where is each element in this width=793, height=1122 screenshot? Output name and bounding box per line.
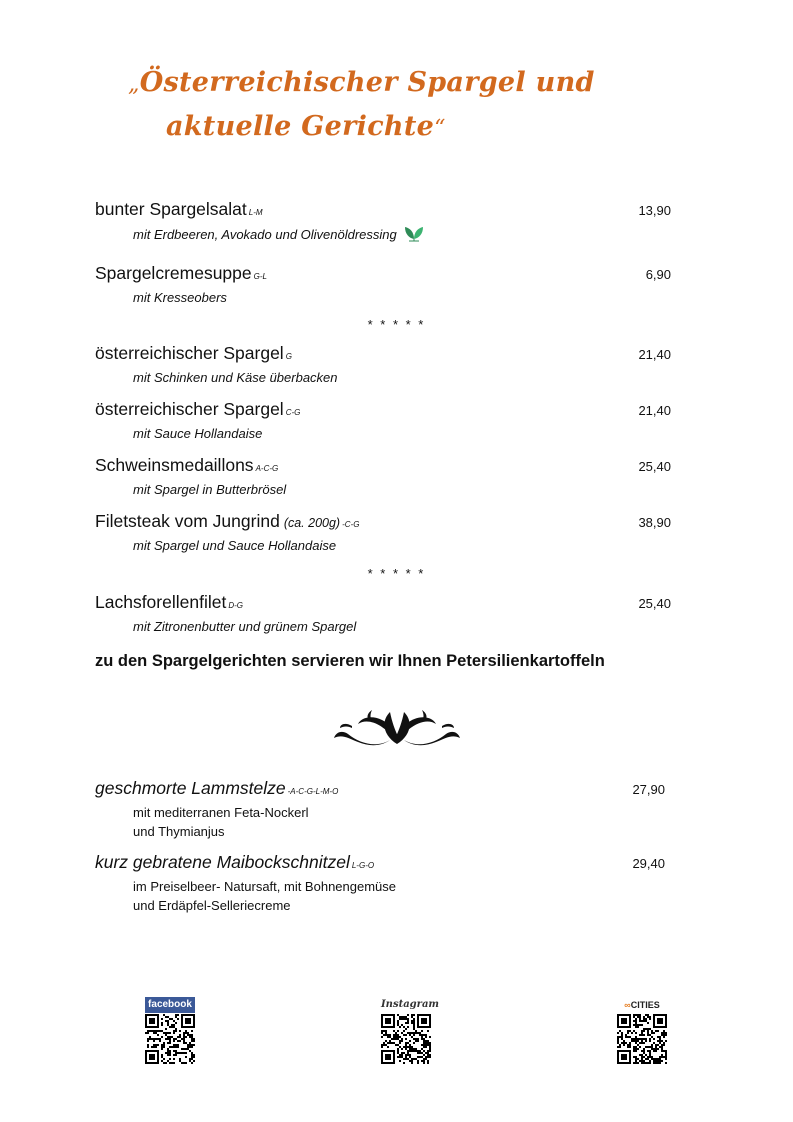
dish-price: 25,40: [638, 596, 671, 611]
facebook-qr[interactable]: [145, 997, 195, 1068]
dish-name: kurz gebratene Maibockschnitzel: [95, 852, 350, 872]
qr-code-icon: [617, 1014, 667, 1064]
dish-description: im Preiselbeer- Natursaft, mit Bohnengemüse und Erdäpfel-Selleriecreme: [133, 879, 397, 913]
allergen-code: -A-C-G-L-M-O: [287, 787, 339, 796]
cities-label: ∞CITIES: [624, 1000, 660, 1010]
dish-name: Lachsforellenfilet: [95, 592, 227, 612]
dish-description: mit Zitronenbutter und grünem Spargel: [133, 619, 357, 634]
instagram-label: Instagram: [381, 999, 439, 1010]
dish-name: Schweinsmedaillons: [95, 455, 254, 475]
dish-name: bunter Spargelsalat: [95, 199, 247, 219]
title-open-quote: „: [128, 72, 140, 97]
dish-description: mit Spargel in Butterbrösel: [133, 482, 287, 497]
dish-description: mit Erdbeeren, Avokado und Olivenöldressing: [95, 224, 675, 247]
title-line-2: aktuelle Gerichte: [166, 111, 435, 142]
dish-weight: (ca. 200g): [283, 516, 341, 530]
separator-stars: * * * * *: [367, 317, 426, 332]
dish-description: mit Sauce Hollandaise: [133, 426, 263, 441]
facebook-label: facebook: [145, 997, 195, 1013]
dish-price: 27,90: [632, 782, 665, 797]
allergen-code: L-M: [248, 208, 263, 217]
dish-price: 6,90: [645, 267, 671, 282]
allergen-code: C-G: [285, 408, 301, 417]
ornament-flourish-icon: [332, 704, 462, 754]
dish-price: 29,40: [632, 856, 665, 871]
menu-item-filetsteak: [95, 511, 675, 555]
menu-item-spargelsalat: [95, 199, 675, 247]
menu-item-lachsforellenfilet: [95, 592, 675, 636]
dish-price: 25,40: [638, 459, 671, 474]
separator-stars: * * * * *: [367, 566, 426, 581]
dish-name: Spargelcremesuppe: [95, 263, 252, 283]
dish-description: mit Schinken und Käse überbacken: [133, 370, 338, 385]
dish-description: mit Kresseobers: [133, 290, 227, 305]
cities-qr[interactable]: [617, 997, 667, 1068]
allergen-code: D-G: [228, 601, 243, 610]
dish-price: 21,40: [638, 403, 671, 418]
dish-name: österreichischer Spargel: [95, 399, 284, 419]
side-dish-note: zu den Spargelgerichten servieren wir Ihnen Petersilienkartoffeln: [95, 652, 605, 670]
menu-item-spargel-schinken: [95, 343, 675, 387]
dish-name: geschmorte Lammstelze: [95, 778, 286, 798]
instagram-qr[interactable]: [381, 997, 439, 1068]
menu-item-spargel-hollandaise: [95, 399, 675, 443]
title-close-quote: “: [434, 116, 446, 141]
allergen-code: G-L: [253, 272, 267, 281]
dish-description: mit Spargel und Sauce Hollandaise: [133, 538, 337, 553]
dish-name: Filetsteak vom Jungrind: [95, 511, 280, 531]
menu-item-spargelcremesuppe: [95, 263, 675, 307]
allergen-code: L-G-O: [351, 861, 375, 870]
dish-description: mit mediterranen Feta-Nockerl und Thymianjus: [133, 805, 309, 839]
dish-price: 21,40: [638, 347, 671, 362]
title-line-1: Österreichischer Spargel und: [139, 67, 595, 98]
allergen-code: -C-G: [342, 520, 360, 529]
qr-code-icon: [145, 1014, 195, 1064]
vegetarian-leaf-icon: [403, 224, 425, 247]
dish-price: 38,90: [638, 515, 671, 530]
allergen-code: G: [285, 352, 292, 361]
cities-logo-mark: ∞: [624, 1000, 631, 1010]
menu-item-lammstelze: [95, 778, 675, 841]
menu-title: [128, 62, 648, 150]
menu-item-maibockschnitzel: [95, 852, 675, 915]
dish-price: 13,90: [638, 203, 671, 218]
dish-name: österreichischer Spargel: [95, 343, 284, 363]
allergen-code: A-C-G: [255, 464, 279, 473]
qr-code-icon: [381, 1014, 431, 1064]
menu-item-schweinsmedaillons: [95, 455, 675, 499]
